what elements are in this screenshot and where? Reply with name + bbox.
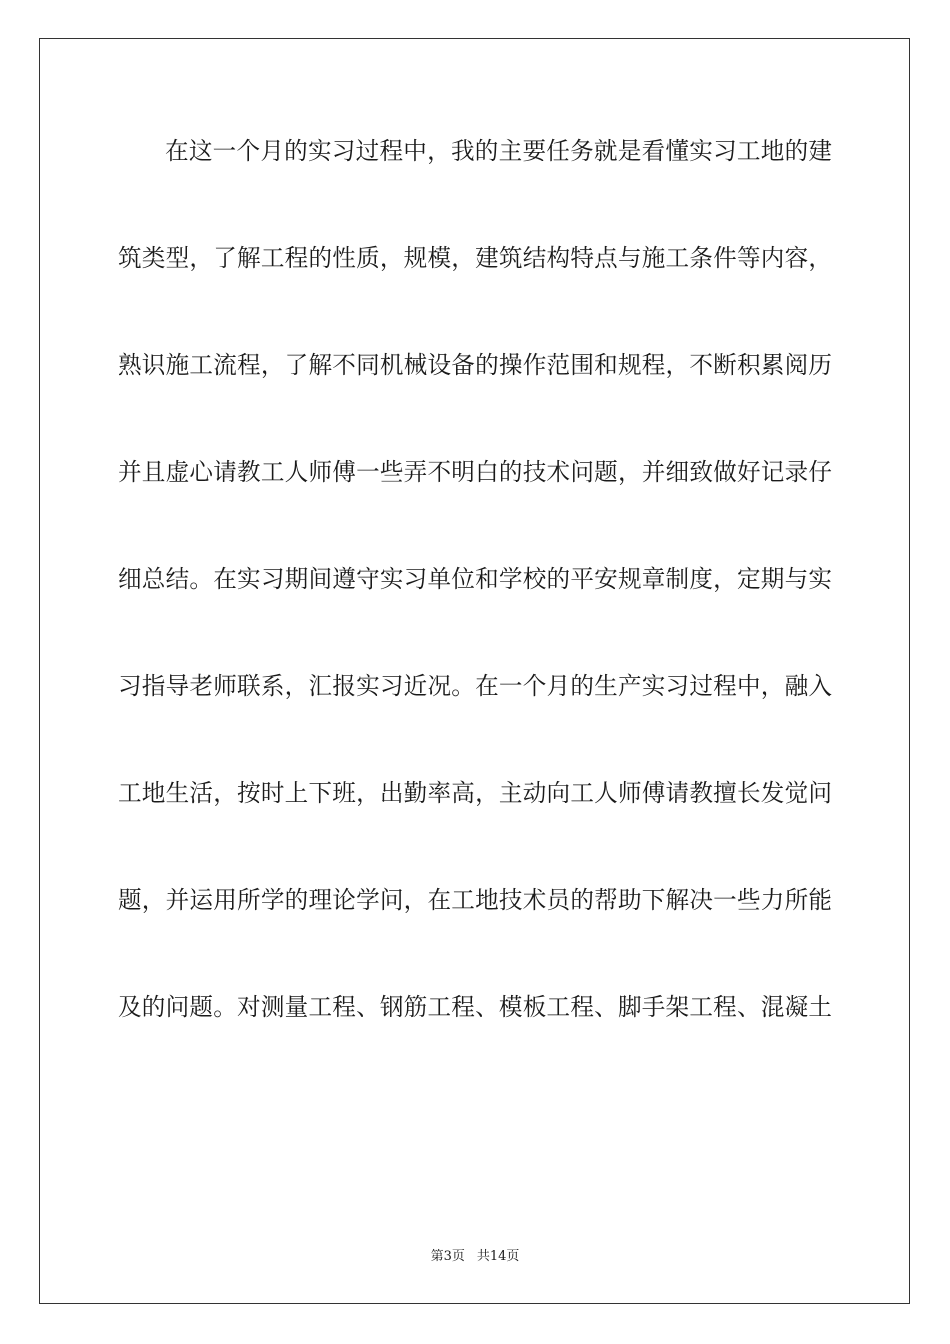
total-pages: 共14页	[476, 1249, 520, 1264]
text-line: 习指导老师联系，汇报实习近况。在一个月的生产实习过程中，融入	[118, 672, 832, 700]
page-number: 第3页	[430, 1249, 465, 1264]
text-line: 细总结。在实习期间遵守实习单位和学校的平安规章制度，定期与实	[118, 565, 832, 593]
page-footer	[0, 1249, 950, 1265]
text-line: 在这一个月的实习过程中，我的主要任务就是看懂实习工地的建	[165, 137, 832, 165]
document-body	[118, 125, 832, 1088]
text-line: 题，并运用所学的理论学问，在工地技术员的帮助下解决一些力所能	[118, 886, 832, 914]
text-line: 工地生活，按时上下班，出勤率高，主动向工人师傅请教擅长发觉问	[118, 779, 832, 807]
text-line: 筑类型，了解工程的性质，规模，建筑结构特点与施工条件等内容，	[118, 244, 832, 272]
text-line: 并且虚心请教工人师傅一些弄不明白的技术问题，并细致做好记录仔	[118, 458, 832, 486]
text-line: 及的问题。对测量工程、钢筋工程、模板工程、脚手架工程、混凝土	[118, 993, 832, 1021]
text-line: 熟识施工流程，了解不同机械设备的操作范围和规程，不断积累阅历	[118, 351, 832, 379]
